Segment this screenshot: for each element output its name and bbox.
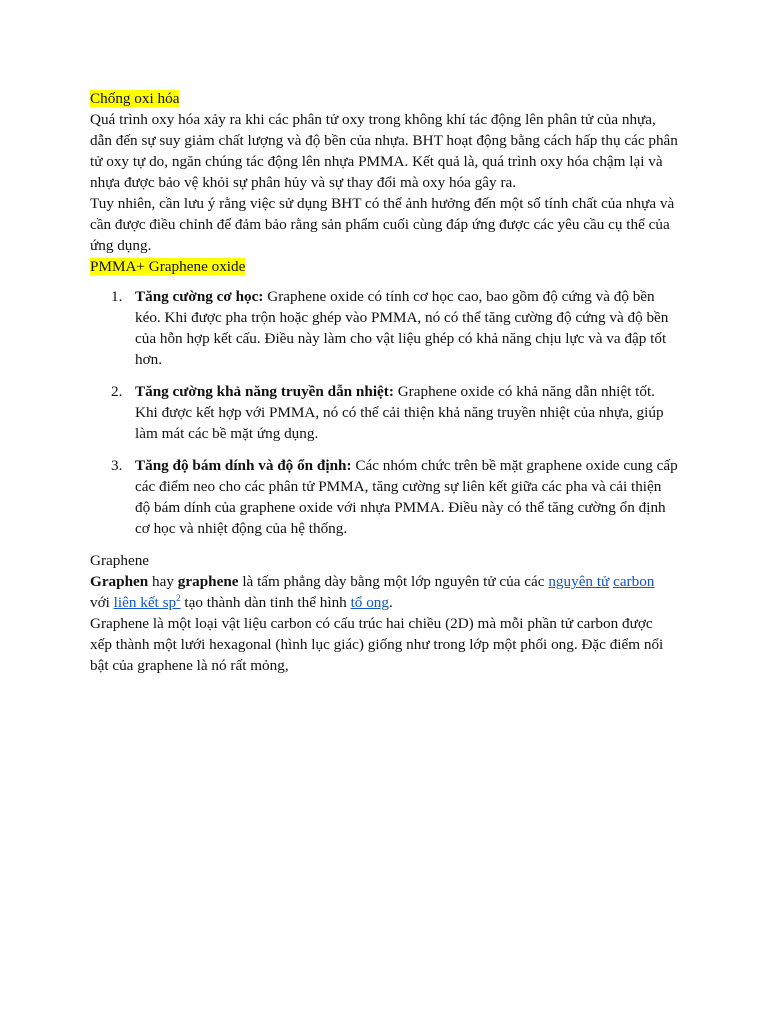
list-item-title: Tăng độ bám dính và độ ổn định:: [135, 457, 352, 474]
list-item: [90, 455, 678, 539]
section-heading-antioxidant: Chống oxi hóa: [90, 90, 180, 107]
paragraph-graphene-definition: Graphen hay graphene là tấm phẳng dày bằng một lớp nguyên tử của các nguyên tử carbon với liên kết sp$^2$ tạo thành dàn tinh thể hình tổ ong.: [90, 573, 655, 611]
benefits-list: [90, 286, 678, 539]
term-graphene: graphene: [177, 573, 239, 590]
list-item-text: Graphene oxide có khả năng dẫn nhiệt tốt. Khi được kết hợp với PMMA, nó có thể cải thiện khả năng truyền nhiệt của nhựa, giúp làm mát các bề mặt ứng dụng.: [135, 383, 664, 442]
section-heading-graphene: Graphene: [90, 552, 150, 569]
paragraph-oxidation: Quá trình oxy hóa xảy ra khi các phân tử oxy trong không khí tác động lên phân tử của nhựa, dẫn đến sự suy giảm chất lượng và độ bền của nhựa. BHT hoạt động bằng cách hấp thụ các phân tử oxy tự do, ngăn chúng tác động lên nhựa PMMA. Kết quả là, quá trình oxy hóa chậm lại và nhựa được bảo vệ khỏi sự phân hủy và sự thay đổi mà oxy hóa gây ra.: [90, 111, 678, 191]
list-item-text: Các nhóm chức trên bề mặt graphene oxide cung cấp các điểm neo cho các phân tử PMMA, tăng cường sự liên kết giữa các pha và cải thiện độ bám dính của graphene oxide với nhựa PMMA. Điều này có thể tăng cường ổn định cơ học và nhiệt động của hệ thống.: [135, 457, 678, 537]
list-number: 1.: [111, 288, 123, 305]
list-item-title: Tăng cường cơ học:: [135, 288, 264, 305]
list-number: 2.: [111, 383, 123, 400]
document-page: [90, 88, 678, 676]
list-number: 3.: [111, 457, 123, 474]
list-item-title: Tăng cường khả năng truyền dẫn nhiệt:: [135, 383, 394, 400]
link-lien-ket-sp2[interactable]: liên kết sp$^2$: [113, 592, 181, 611]
link-carbon[interactable]: carbon: [613, 573, 655, 590]
paragraph-bht-note: Tuy nhiên, cần lưu ý rằng việc sử dụng BHT có thể ảnh hưởng đến một số tính chất của nhựa và cần được điều chỉnh để đảm bảo rằng sản phẩm cuối cùng đáp ứng được các yêu cầu cụ thể của ứng dụng.: [90, 195, 675, 254]
link-to-ong[interactable]: tổ ong: [350, 594, 389, 611]
list-item: [90, 381, 678, 444]
link-nguyen-tu[interactable]: nguyên tử: [548, 573, 610, 590]
list-item-text: Graphene oxide có tính cơ học cao, bao gồm độ cứng và độ bền kéo. Khi được pha trộn hoặc ghép vào PMMA, nó có thể tăng cường độ cứng và độ bền của hỗn hợp kết cấu. Điều này làm cho vật liệu ghép có khả năng chịu lực và va đập tốt hơn.: [135, 288, 669, 368]
section-heading-pmma-graphene-oxide: PMMA+ Graphene oxide: [90, 258, 246, 275]
term-graphen: Graphen: [90, 573, 149, 590]
paragraph-graphene-structure: Graphene là một loại vật liệu carbon có cấu trúc hai chiều (2D) mà mỗi phần tử carbon được xếp thành một lưới hexagonal (hình lục giác) giống như trong lớp một phối ong. Đặc điểm nổi bật của graphene là nó rất mỏng,: [90, 615, 664, 674]
list-item: [90, 286, 678, 370]
